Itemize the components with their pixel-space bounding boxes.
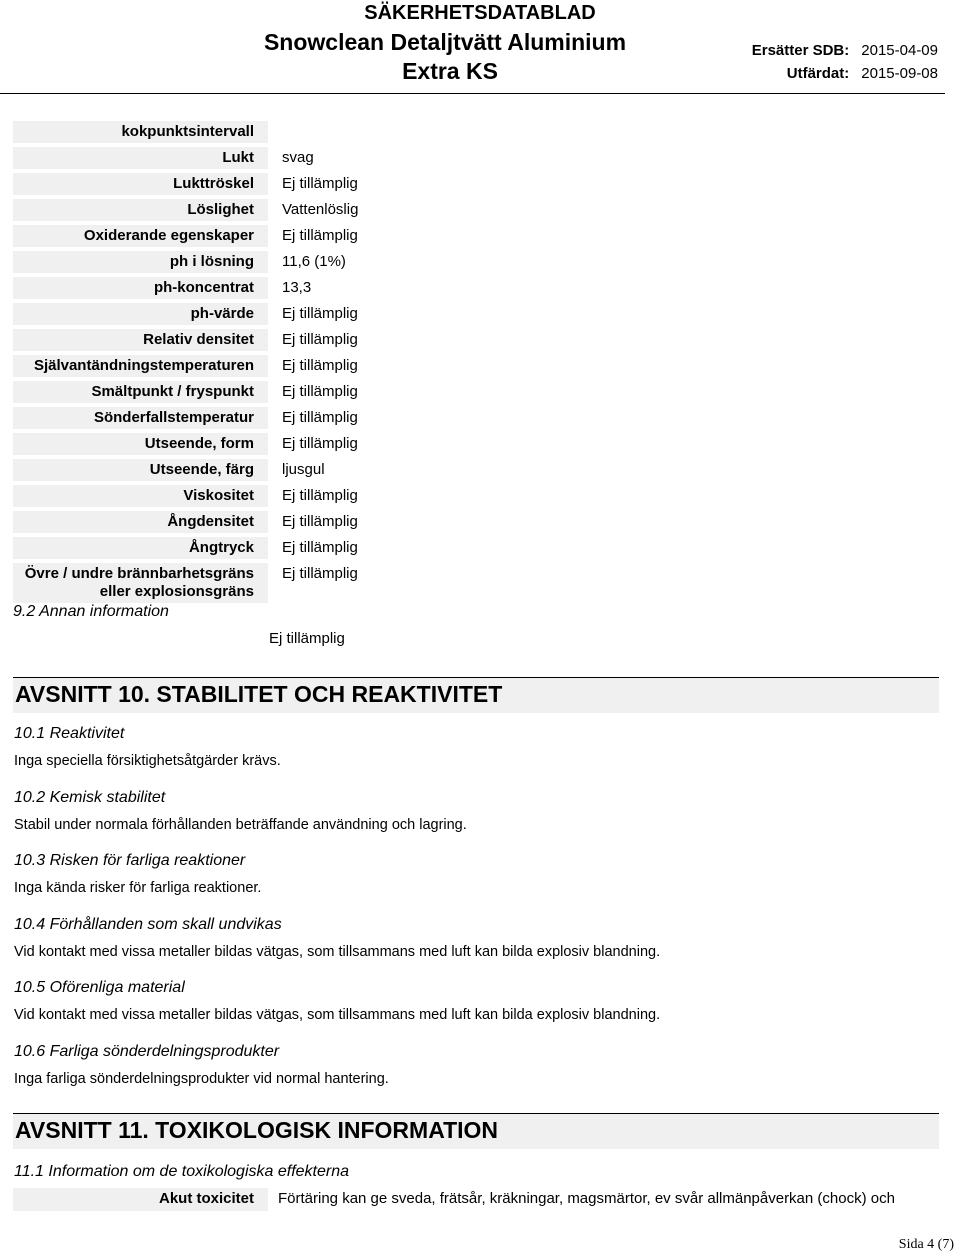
property-label: ph i lösning [13,251,268,273]
property-value: 11,6 (1%) [282,253,346,270]
subsection-heading: 11.1 Information om de toxikologiska effekterna [14,1163,349,1180]
property-label: Smältpunkt / fryspunkt [13,381,268,403]
property-label: ph-värde [13,303,268,325]
issued-value: 2015-09-08 [861,65,938,82]
property-value: Ej tillämplig [282,513,358,530]
replaces-value: 2015-04-09 [861,42,938,59]
property-value: 13,3 [282,279,312,296]
acute-toxicity-value: Förtäring kan ge sveda, frätsår, kräkningar, magsmärtor, ev svår allmänpåverkan (chock) och [278,1190,895,1207]
replaces-sdb [752,42,938,59]
property-row [13,277,943,299]
property-label: kokpunktsintervall [13,121,268,143]
property-row [13,329,943,351]
header-divider [0,93,945,94]
property-label: Sönderfallstemperatur [13,407,268,429]
property-row [13,407,943,429]
properties-table [13,121,943,607]
other-info-value: Ej tillämplig [269,630,345,647]
property-value: svag [282,149,314,166]
property-row [13,173,943,195]
property-label: Utseende, form [13,433,268,455]
property-row [13,563,943,603]
subsection-text: Inga speciella försiktighetsåtgärder krävs. [14,753,281,769]
property-row [13,225,943,247]
property-label: Utseende, färg [13,459,268,481]
property-label: Relativ densitet [13,329,268,351]
subsection-heading: 10.5 Oförenliga material [14,979,185,996]
property-label: Viskositet [13,485,268,507]
property-row [13,381,943,403]
property-value: Ej tillämplig [282,305,358,322]
acute-toxicity-label: Akut toxicitet [13,1188,268,1211]
property-label: Lukttröskel [13,173,268,195]
property-value: Ej tillämplig [282,331,358,348]
property-row [13,251,943,273]
issued-label: Utfärdat: [786,65,850,82]
product-name-line1: Snowclean Detaljtvätt Aluminium [263,29,627,55]
replaces-label: Ersätter SDB: [751,42,850,59]
property-value [268,121,282,123]
property-row [13,459,943,481]
section-11-title: AVSNITT 11. TOXIKOLOGISK INFORMATION [13,1113,939,1149]
other-info-heading: 9.2 Annan information [13,603,169,620]
property-label: Lukt [13,147,268,169]
property-label: Löslighet [13,199,268,221]
property-value: Ej tillämplig [282,175,358,192]
property-value: Ej tillämplig [282,383,358,400]
property-row [13,303,943,325]
subsection-heading: 10.1 Reaktivitet [14,725,125,742]
property-row [13,485,943,507]
property-label: Självantändningstemperaturen [13,355,268,377]
property-value: Ej tillämplig [282,357,358,374]
property-value: Ej tillämplig [282,487,358,504]
subsection-heading: 10.2 Kemisk stabilitet [14,789,166,806]
subsection-text: Vid kontakt med vissa metaller bildas vätgas, som tillsammans med luft kan bilda explosiv blandning. [14,944,661,960]
subsection-heading: 10.4 Förhållanden som skall undvikas [14,916,282,933]
property-value: Ej tillämplig [282,565,358,582]
property-value: ljusgul [282,461,325,478]
subsection-text: Stabil under normala förhållanden beträffande användning och lagring. [14,817,467,833]
property-label: Oxiderande egenskaper [13,225,268,247]
section-10-title: AVSNITT 10. STABILITET OCH REAKTIVITET [13,677,939,713]
property-value: Ej tillämplig [282,409,358,426]
property-value: Ej tillämplig [282,435,358,452]
property-label: Ångtryck [13,537,268,559]
property-value: Ej tillämplig [282,227,358,244]
property-label: Ångdensitet [13,511,268,533]
property-row [13,355,943,377]
acute-toxicity-row [13,1188,895,1211]
property-row [13,199,943,221]
subsection-heading: 10.3 Risken för farliga reaktioner [14,852,246,869]
page-number: Sida 4 (7) [898,1237,954,1252]
product-name-line2: Extra KS [402,58,498,84]
subsection-text: Inga kända risker för farliga reaktioner. [14,880,262,896]
document-title: SÄKERHETSDATABLAD [364,2,596,24]
property-value: Vattenlöslig [282,201,359,218]
subsection-text: Inga farliga sönderdelningsprodukter vid normal hantering. [14,1071,389,1087]
property-label: Övre / undre brännbarhetsgräns eller explosionsgräns [13,563,268,603]
property-label: ph-koncentrat [13,277,268,299]
property-row [13,433,943,455]
property-value: Ej tillämplig [282,539,358,556]
issued-date [787,65,938,82]
subsection-heading: 10.6 Farliga sönderdelningsprodukter [14,1043,280,1060]
property-row [13,537,943,559]
subsection-text: Vid kontakt med vissa metaller bildas vätgas, som tillsammans med luft kan bilda explosiv blandning. [14,1007,661,1023]
property-row [13,121,943,143]
property-row [13,147,943,169]
property-row [13,511,943,533]
